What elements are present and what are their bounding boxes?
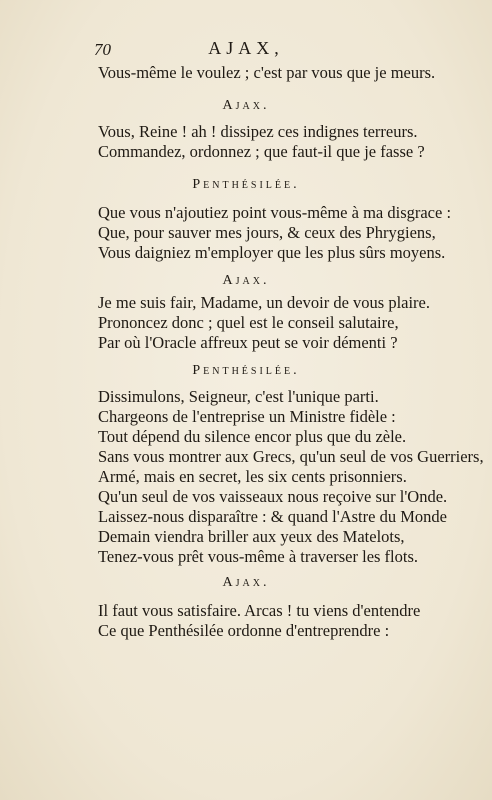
speaker-name: Penthésilée. — [192, 177, 300, 192]
verse-line: Vous, Reine ! ah ! dissipez ces indignes terreurs. — [98, 122, 418, 141]
speaker-name: Ajax. — [222, 273, 270, 288]
verse-line: Prononcez donc ; quel est le conseil salutaire, — [98, 313, 399, 332]
verse-line: Commandez, ordonnez ; que faut-il que je fasse ? — [98, 142, 425, 161]
verse-line: Il faut vous satisfaire. Arcas ! tu viens d'entendre — [98, 601, 421, 620]
verse-line: Demain viendra briller aux yeux des Matelots, — [98, 527, 405, 546]
verse-line: Tenez-vous prêt vous-même à traverser les flots. — [98, 547, 419, 566]
verse-line: Laissez-nous disparaître : & quand l'Astre du Monde — [98, 507, 447, 526]
verse-line: Armé, mais en secret, les six cents prisonniers. — [98, 467, 407, 486]
verse-line: Tout dépend du silence encor plus que du zèle. — [98, 427, 407, 446]
verse-line: Dissimulons, Seigneur, c'est l'unique parti. — [98, 387, 379, 406]
verse-line: Que vous n'ajoutiez point vous-même à ma disgrace : — [98, 203, 452, 222]
running-head: AJAX, — [208, 38, 284, 58]
verse-line: Je me suis fair, Madame, un devoir de vous plaire. — [98, 293, 430, 312]
speaker-name: Ajax. — [222, 98, 270, 113]
verse-line: Chargeons de l'entreprise un Ministre fidèle : — [98, 407, 396, 426]
verse-line: Vous daigniez m'employer que les plus sûrs moyens. — [98, 243, 446, 262]
verse-line: Que, pour sauver mes jours, & ceux des Phrygiens, — [98, 223, 436, 242]
speaker-name: Penthésilée. — [192, 363, 300, 378]
page-number: 70 — [94, 40, 111, 59]
verse-line: Vous-même le voulez ; c'est par vous que je meurs. — [98, 63, 436, 82]
speaker-name: Ajax. — [222, 575, 270, 590]
verse-line: Par où l'Oracle affreux peut se voir démenti ? — [98, 333, 398, 352]
verse-line: Qu'un seul de vos vaisseaux nous reçoive sur l'Onde. — [98, 487, 448, 506]
verse-line: Ce que Penthésilée ordonne d'entreprendre : — [98, 621, 390, 640]
page-header — [0, 38, 492, 62]
verse-line: Sans vous montrer aux Grecs, qu'un seul de vos Guerriers, — [98, 447, 484, 466]
